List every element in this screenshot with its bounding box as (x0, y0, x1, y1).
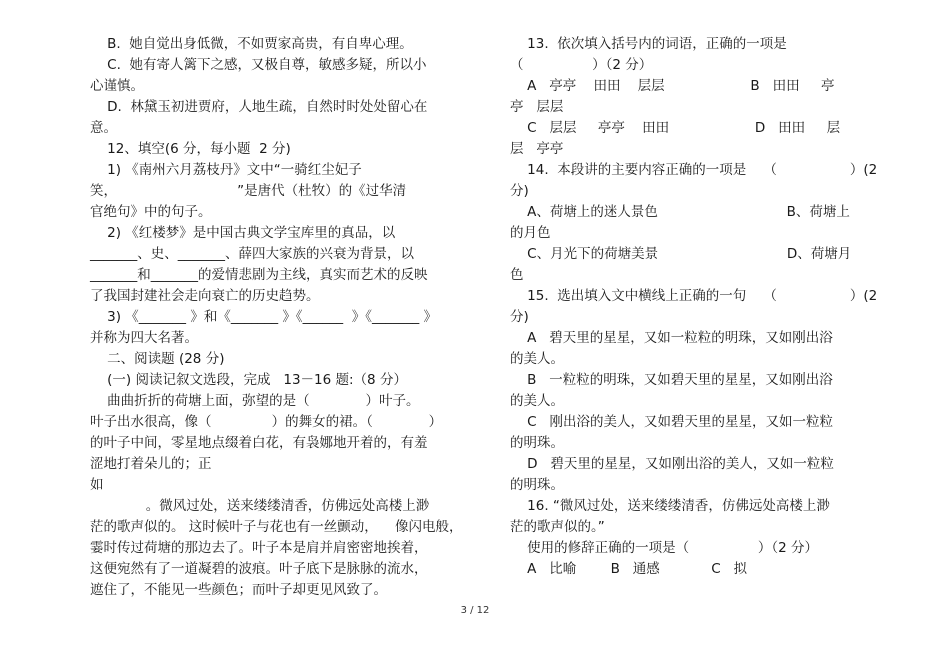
text-line: 这便宛然有了一道凝碧的波痕。叶子底下是脉脉的流水， (90, 561, 428, 577)
text-line: C、月光下的荷塘美景 D、荷塘月 (510, 246, 852, 262)
text-line: C 层层 亭亭 田田 D 田田 层 (510, 120, 841, 136)
text-line: 14. 本段讲的主要内容正确的一项是 （ ）(2 (510, 162, 878, 178)
text-line: A 碧天里的星星，又如一粒粒的明珠，又如刚出浴 (510, 330, 833, 346)
text-line: D 碧天里的星星，又如刚出浴的美人，又如一粒粒 (510, 456, 834, 472)
text-line: 遮住了，不能见一些颜色；而叶子却更见风致了。 (90, 582, 387, 598)
text-line: 2) 《红楼梦》是中国古典文学宝库里的真品，以 (90, 225, 396, 241)
text-line: 分) (510, 183, 529, 199)
text-line: 12、填空(6 分，每小题 2 分) (90, 141, 291, 157)
text-line: （ ）（2 分） (510, 57, 653, 73)
text-line: 分) (510, 309, 529, 325)
text-line: A 亭亭 田田 层层 B 田田 亭 (510, 78, 835, 94)
text-line: 1) 《南州六月荔枝丹》文中“一骑红尘妃子 (90, 162, 362, 178)
text-line: 3) 《_______ 》和《_______ 》《______ 》《_______ 》 (90, 309, 438, 325)
text-line: 了我国封建社会走向衰亡的历史趋势。 (90, 288, 320, 304)
text-line: _______和_______的爱情悲剧为主线，真实而艺术的反映 (90, 267, 428, 283)
text-line: C. 她有寄人篱下之感，又极自尊，敏感多疑，所以小 (90, 57, 427, 73)
text-line: 色 (510, 267, 524, 283)
text-line: 笑， ”是唐代（杜牧）的《过华清 (90, 183, 407, 199)
text-line: D. 林黛玉初进贾府，人地生疏，自然时时处处留心在 (90, 99, 428, 115)
text-line: 叶子出水很高，像（ ）的舞女的裙。（ ） (90, 414, 443, 430)
text-line: 使用的修辞正确的一项是（ ）（2 分） (510, 540, 818, 556)
text-line: C 刚出浴的美人，又如碧天里的星星，又如一粒粒 (510, 414, 833, 430)
page-number: 3 / 12 (460, 605, 490, 616)
text-line: 的美人。 (510, 351, 564, 367)
text-line: 亭 层层 (510, 99, 564, 115)
text-line: 15. 选出填入文中横线上正确的一句 （ ）(2 (510, 288, 878, 304)
text-line: 霎时传过荷塘的那边去了。叶子本是肩并肩密密地挨着， (90, 540, 428, 556)
text-line: 的月色 (510, 225, 551, 241)
text-line: 官绝句》中的句子。 (90, 204, 212, 220)
text-line: 16. “微风过处，送来缕缕清香，仿佛远处高楼上渺 (510, 498, 830, 514)
text-line: 茫的歌声似的。 这时候叶子与花也有一丝颤动， 像闪电般， (90, 519, 463, 535)
text-line: 的叶子中间，零星地点缀着白花，有袅娜地开着的，有羞 (90, 435, 428, 451)
text-line: 二、阅读题 (28 分) (90, 351, 225, 367)
text-line: 层 亭亭 (510, 141, 564, 157)
text-line: 13. 依次填入括号内的词语，正确的一项是 (510, 36, 787, 52)
text-line: A、荷塘上的迷人景色 B、荷塘上 (510, 204, 850, 220)
text-line: 的明珠。 (510, 435, 564, 451)
text-line: 茫的歌声似的。” (510, 519, 605, 535)
text-line: A 比喻 B 通感 C 拟 (510, 561, 748, 577)
text-line: 意。 (90, 120, 117, 136)
text-line: 的美人。 (510, 393, 564, 409)
text-line: 并称为四大名著。 (90, 330, 198, 346)
text-line: B. 她自觉出身低微，不如贾家高贵，有自卑心理。 (90, 36, 413, 52)
text-line: (一) 阅读记叙文选段，完成 13－16 题:（8 分） (90, 372, 407, 388)
text-line: B 一粒粒的明珠，又如碧天里的星星，又如刚出浴 (510, 372, 833, 388)
text-line: 如 (90, 477, 104, 493)
text-line: 涩地打着朵儿的；正 (90, 456, 212, 472)
text-line: 心谨慎。 (90, 78, 144, 94)
text-line: 。微风过处，送来缕缕清香，仿佛远处高楼上渺 (90, 498, 430, 514)
text-line: _______、史、_______、薛四大家族的兴衰为背景，以 (90, 246, 414, 262)
text-line: 的明珠。 (510, 477, 564, 493)
text-line: 曲曲折折的荷塘上面，弥望的是（ ）叶子。 (90, 393, 420, 409)
